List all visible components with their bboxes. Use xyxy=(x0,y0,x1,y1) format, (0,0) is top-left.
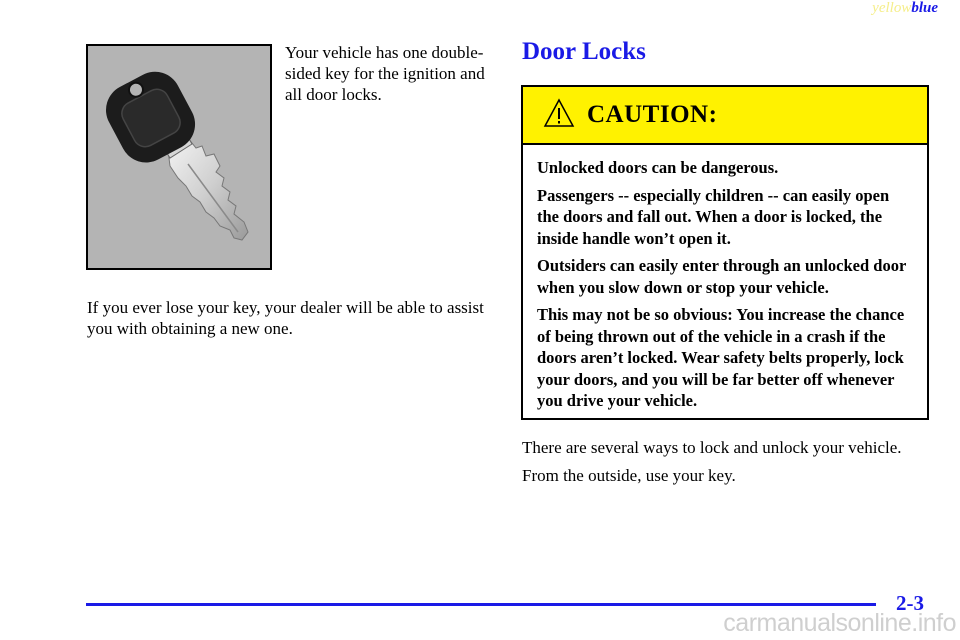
caution-paragraph: Passengers -- especially children -- can easily open the doors and fall out. When a door is locked, the inside handle won’t open it. xyxy=(537,185,890,248)
color-tag xyxy=(872,0,938,17)
page-number: 2-3 xyxy=(896,591,924,615)
car-key-icon xyxy=(86,44,272,270)
color-tag-blue: blue xyxy=(911,0,938,16)
caution-paragraph: Outsiders can easily enter through an unlocked door when you slow down or stop your vehicle. xyxy=(537,256,907,297)
key-intro-text: Your vehicle has one double-sided key for the ignition and all door locks. xyxy=(285,43,485,104)
body-paragraph: From the outside, use your key. xyxy=(522,466,736,485)
caution-label: CAUTION: xyxy=(587,101,718,128)
caution-paragraph: Unlocked doors can be dangerous. xyxy=(537,158,779,177)
lost-key-text: If you ever lose your key, your dealer will be able to assist you with obtaining a new one. xyxy=(87,298,484,338)
footer-rule xyxy=(86,603,876,606)
caution-paragraph: This may not be so obvious: You increase the chance of being thrown out of the vehicle in a crash if the doors aren’t locked. Wear safety belts properly, lock your doors, and you will be far better off whenever you drive your vehicle. xyxy=(537,305,905,410)
warning-triangle-icon xyxy=(543,98,575,128)
color-tag-yellow: yellow xyxy=(872,0,912,16)
caution-box xyxy=(521,85,929,420)
body-paragraph: There are several ways to lock and unlock your vehicle. xyxy=(522,438,902,457)
caution-header xyxy=(523,87,927,145)
caution-body xyxy=(523,145,927,412)
watermark: carmanualsonline.info xyxy=(723,609,956,637)
section-title: Door Locks xyxy=(522,38,646,65)
